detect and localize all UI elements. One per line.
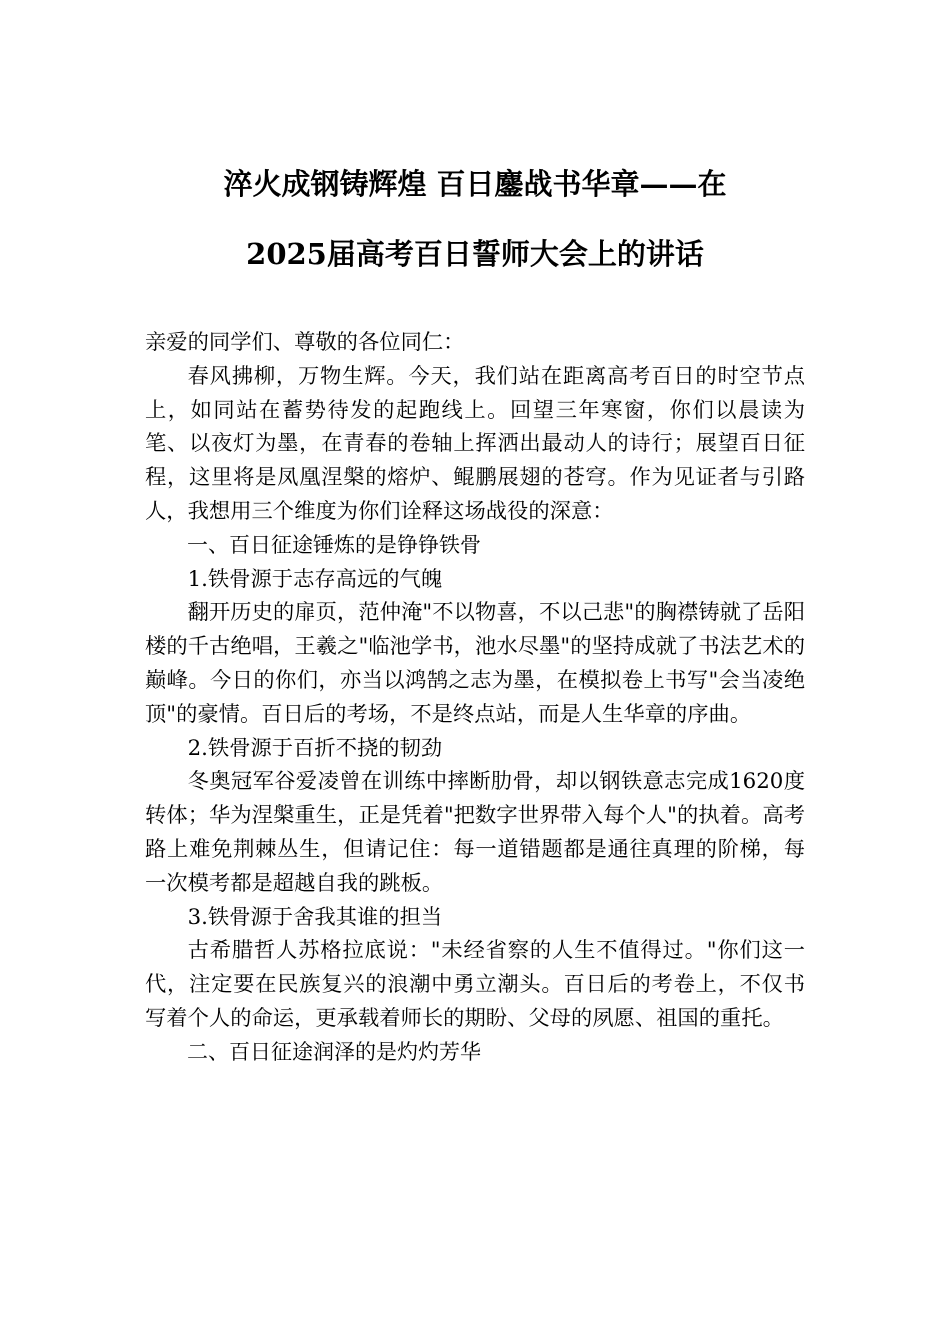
document-body: [145, 326, 805, 1070]
subsection-1-heading: 1.铁骨源于志存高远的气魄: [187, 566, 443, 592]
section-2-heading: 二、百日征途润泽的是灼灼芳华: [187, 1039, 481, 1064]
document-title-line-1: 淬火成钢铸辉煌 百日鏖战书华章——在: [223, 167, 727, 201]
subsection-3-heading: 3.铁骨源于舍我其谁的担当: [187, 904, 443, 930]
intro-paragraph: 春风拂柳，万物生辉。今天，我们站在距离高考百日的时空节点上，如同站在蓄势待发的起跑线上。回望三年寒窗，你们以晨读为笔、以夜灯为墨，在青春的卷轴上挥洒出最动人的诗行；展望百日征程，这里将是凤凰涅槃的熔炉、鲲鹏展翅的苍穹。作为见证者与引路人，我想用三个维度为你们诠释这场战役的深意：: [145, 363, 805, 524]
greeting: 亲爱的同学们、尊敬的各位同仁：: [145, 330, 465, 355]
subsection-2-paragraph: 冬奥冠军谷爱凌曾在训练中摔断肋骨，却以钢铁意志完成1620度转体；华为涅槃重生，正是凭着"把数字世界带入每个人"的执着。高考路上难免荆棘丛生，但请记住：每一道错题都是通往真理的阶梯，每一次模考都是超越自我的跳板。: [145, 769, 805, 896]
subsection-3-paragraph: 古希腊哲人苏格拉底说："未经省察的人生不值得过。"你们这一代，注定要在民族复兴的浪潮中勇立潮头。百日后的考卷上，不仅书写着个人的命运，更承载着师长的期盼、父母的夙愿、祖国的重托。: [145, 938, 805, 1031]
section-1-heading: 一、百日征途锤炼的是铮铮铁骨: [187, 532, 481, 557]
subsection-1-paragraph: 翻开历史的扉页，范仲淹"不以物喜，不以己悲"的胸襟铸就了岳阳楼的千古绝唱，王羲之"临池学书，池水尽墨"的坚持成就了书法艺术的巅峰。今日的你们，亦当以鸿鹄之志为墨，在模拟卷上书写"会当凌绝顶"的豪情。百日后的考场，不是终点站，而是人生华章的序曲。: [145, 600, 805, 727]
subsection-2-heading: 2.铁骨源于百折不挠的韧劲: [187, 735, 443, 761]
document-title-line-2: 2025届高考百日誓师大会上的讲话: [246, 237, 704, 271]
